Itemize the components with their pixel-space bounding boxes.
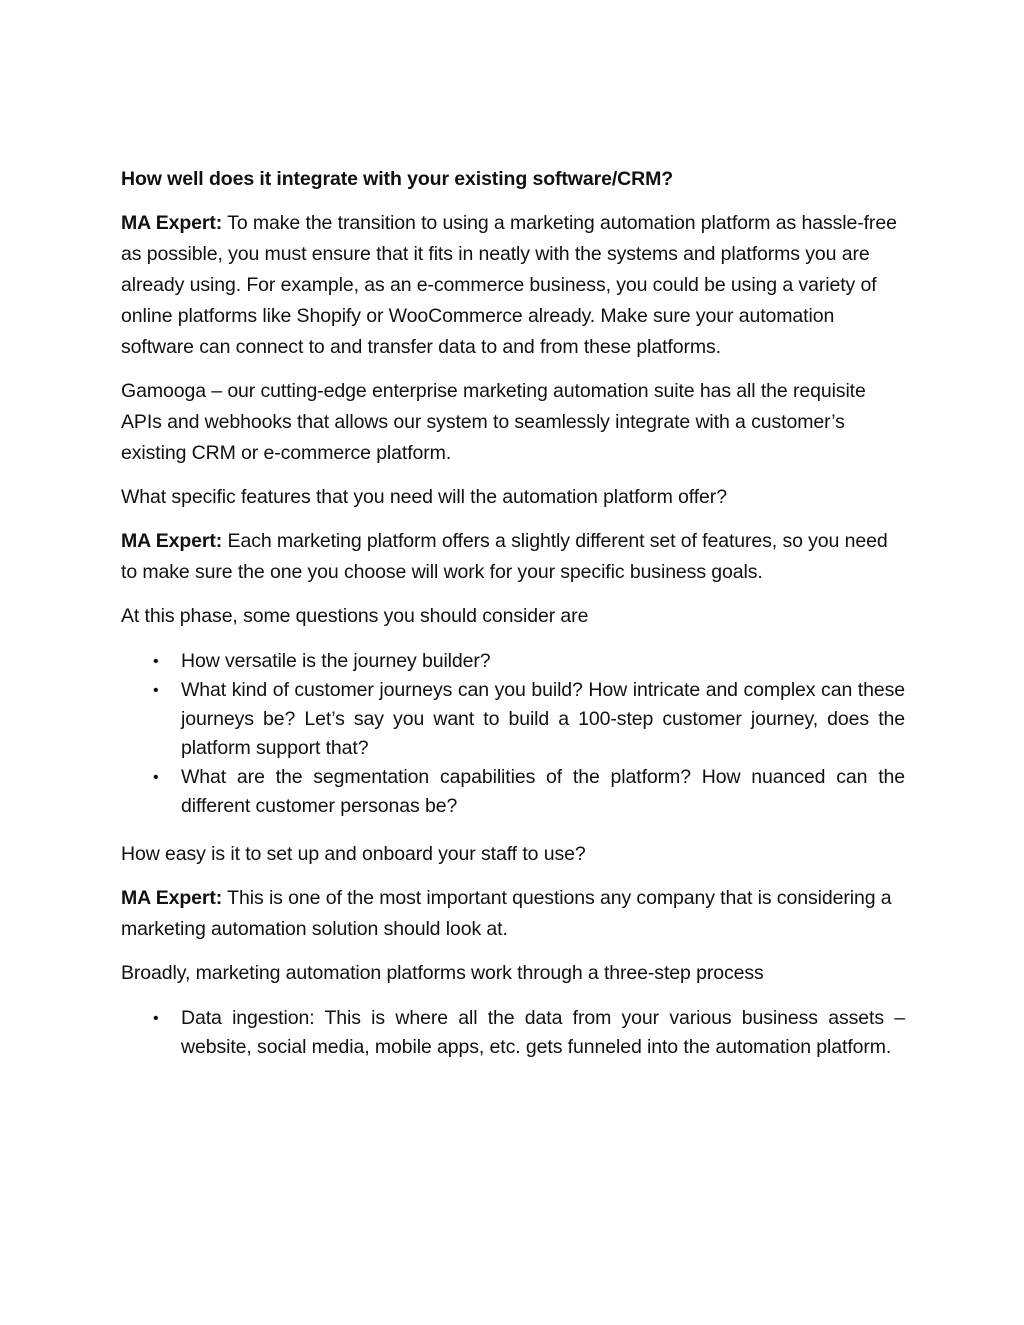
section-heading: How well does it integrate with your existing software/CRM? <box>121 168 674 190</box>
phase-intro: At this phase, some questions you should consider are <box>121 605 589 627</box>
features-text: Each marketing platform offers a slightly different set of features, so you need to make sure the one you choose will work for your specific business goals. <box>121 530 888 583</box>
list-item-text: Data ingestion: This is where all the data from your various business assets – website, social media, mobile apps, etc. gets funneled into the automation platform. <box>181 1007 905 1058</box>
integration-text: To make the transition to using a marketing automation platform as hassle-free as possible, you must ensure that it fits in neatly with the systems and platforms you are already using. For example, as an e-commerce business, you could be using a variety of online platforms like Shopify or WooCommerce already. Make sure your automation software can connect to and transfer data to and from these platforms. <box>121 212 897 358</box>
list-item <box>153 676 905 763</box>
process-intro: Broadly, marketing automation platforms work through a three-step process <box>121 962 764 984</box>
list-item <box>153 1004 905 1062</box>
expert-label: MA Expert: <box>121 212 223 234</box>
bullet-icon: • <box>153 1010 159 1027</box>
questions-list <box>121 647 905 821</box>
process-list <box>121 1004 905 1062</box>
list-item <box>153 763 905 821</box>
bullet-icon: • <box>153 653 159 670</box>
onboard-question: How easy is it to set up and onboard your staff to use? <box>121 843 586 865</box>
document-body <box>121 164 905 1080</box>
bullet-icon: • <box>153 769 159 786</box>
integration-paragraph <box>121 208 905 363</box>
expert-label: MA Expert: <box>121 530 223 552</box>
onboard-paragraph <box>121 883 905 945</box>
gamooga-paragraph: Gamooga – our cutting-edge enterprise marketing automation suite has all the requisite APIs and webhooks that allows our system to seamlessly integrate with a customer’s existing CRM or e-commerce platform. <box>121 380 866 464</box>
list-item-text: What are the segmentation capabilities of the platform? How nuanced can the different customer personas be? <box>181 766 905 817</box>
list-item-text: What kind of customer journeys can you build? How intricate and complex can these journeys be? Let’s say you want to build a 100-step customer journey, does the platform support that? <box>181 679 905 759</box>
onboard-text: This is one of the most important questions any company that is considering a marketing automation solution should look at. <box>121 887 892 940</box>
features-paragraph <box>121 526 905 588</box>
features-question: What specific features that you need will the automation platform offer? <box>121 486 727 508</box>
list-item-text: How versatile is the journey builder? <box>181 650 491 672</box>
expert-label: MA Expert: <box>121 887 223 909</box>
bullet-icon: • <box>153 682 159 699</box>
list-item <box>153 647 905 676</box>
